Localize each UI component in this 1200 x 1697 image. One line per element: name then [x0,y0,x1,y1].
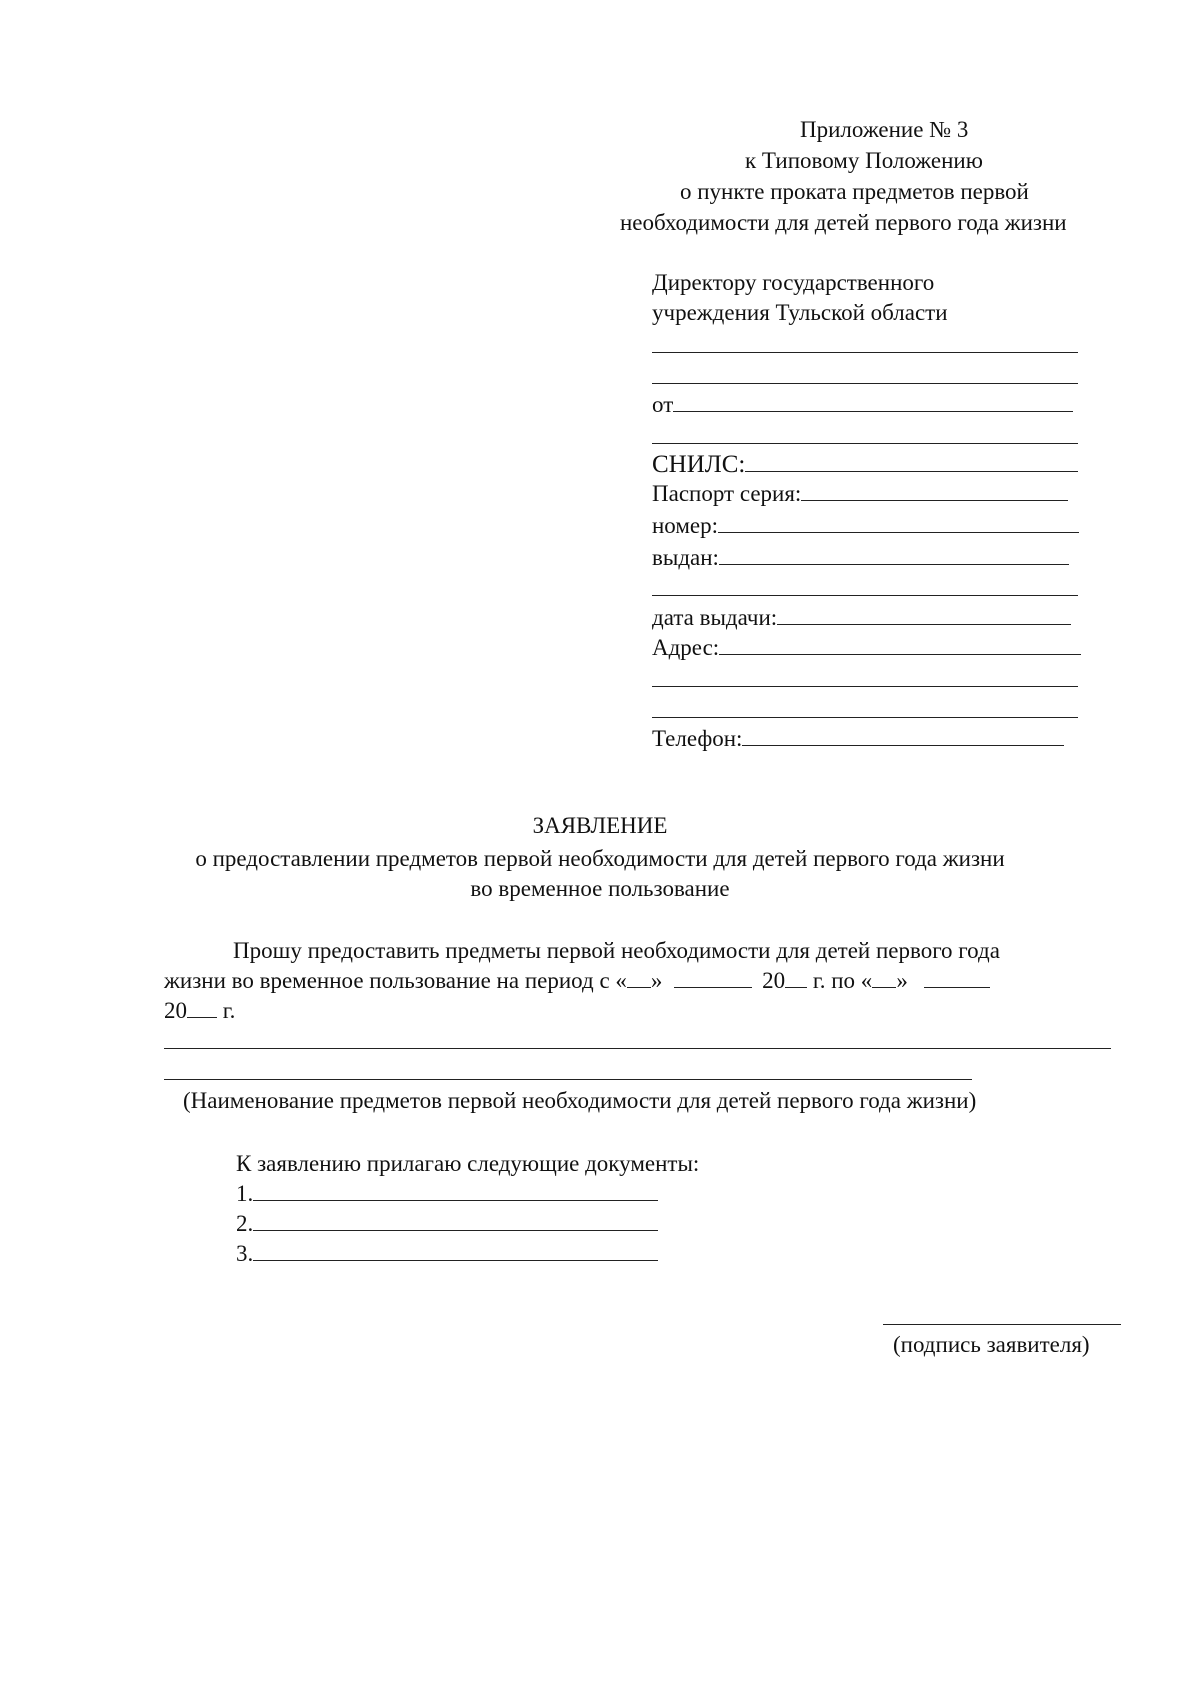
passport-series-label: Паспорт серия: [652,481,802,506]
phone-input[interactable] [742,727,1064,746]
passport-issued-field [652,546,1069,569]
signature-line[interactable] [883,1324,1121,1325]
attachment-number: 3. [236,1241,254,1266]
issue-date-field [652,606,1071,629]
address-blank-line[interactable] [652,717,1078,718]
end-day-input[interactable] [872,969,896,988]
appendix-ref-line: необходимости для детей первого года жизни [620,210,1067,235]
start-month-input[interactable] [674,969,752,988]
from-input[interactable] [673,393,1073,412]
passport-issued-label: выдан: [652,545,719,570]
snils-input[interactable] [745,453,1078,472]
attachment-number: 1. [236,1181,254,1206]
appendix-ref-line: о пункте проката предметов первой [680,179,1029,204]
appendix-number: Приложение № 3 [800,117,969,142]
from-label: от [652,392,674,417]
addressee-blank-line[interactable] [652,352,1078,353]
attachment-input[interactable] [253,1242,658,1261]
addressee-blank-line[interactable] [652,383,1078,384]
period-text: 20 [164,998,187,1023]
period-text: 20 [762,968,786,993]
snils-label: СНИЛС: [652,451,746,478]
attachment-number: 2. [236,1211,254,1236]
signature-caption: (подпись заявителя) [893,1332,1090,1357]
passport-number-label: номер: [652,513,719,538]
address-input[interactable] [719,636,1081,655]
passport-issued-input[interactable] [719,546,1069,565]
period-text: г. по « [812,968,873,993]
document-subtitle: во временное пользование [470,876,730,901]
document-title: ЗАЯВЛЕНИЕ [532,813,668,838]
items-blank-line[interactable] [164,1079,972,1080]
period-text: » [650,968,663,993]
end-month-input[interactable] [924,969,990,988]
period-text: г. [222,998,236,1023]
end-year-input[interactable] [187,999,217,1018]
start-year-input[interactable] [785,969,807,988]
period-text: жизни во временное пользование на период с « [164,968,627,993]
from-blank-line[interactable] [652,443,1078,444]
attachment-input[interactable] [253,1212,658,1231]
passport-number-input[interactable] [718,514,1079,533]
snils-field [652,452,1078,477]
passport-series-input[interactable] [801,482,1068,501]
attachment-item [236,1212,658,1235]
request-year-line [164,999,235,1022]
from-field [652,393,1073,416]
issued-blank-line[interactable] [652,595,1078,596]
addressee-line: учреждения Тульской области [652,300,948,325]
attachment-item [236,1182,658,1205]
attachment-input[interactable] [253,1182,658,1201]
address-label: Адрес: [652,635,720,660]
issue-date-input[interactable] [777,606,1071,625]
passport-series-field [652,482,1068,505]
request-text-line: Прошу предоставить предметы первой необходимости для детей первого года [233,938,1000,963]
phone-field [652,727,1064,750]
phone-label: Телефон: [652,726,743,751]
request-period-line [164,969,990,992]
attachment-item [236,1242,658,1265]
period-text: » [896,968,908,993]
appendix-ref-line: к Типовому Положению [745,148,983,173]
document-subtitle: о предоставлении предметов первой необходимости для детей первого года жизни [195,846,1005,871]
items-blank-line[interactable] [164,1048,1111,1049]
items-caption: (Наименование предметов первой необходимости для детей первого года жизни) [183,1088,977,1113]
addressee-line: Директору государственного [652,270,935,295]
attachments-intro: К заявлению прилагаю следующие документы: [236,1151,700,1176]
address-blank-line[interactable] [652,686,1078,687]
start-day-input[interactable] [627,969,651,988]
passport-number-field [652,514,1079,537]
address-field [652,636,1081,659]
issue-date-label: дата выдачи: [652,605,778,630]
